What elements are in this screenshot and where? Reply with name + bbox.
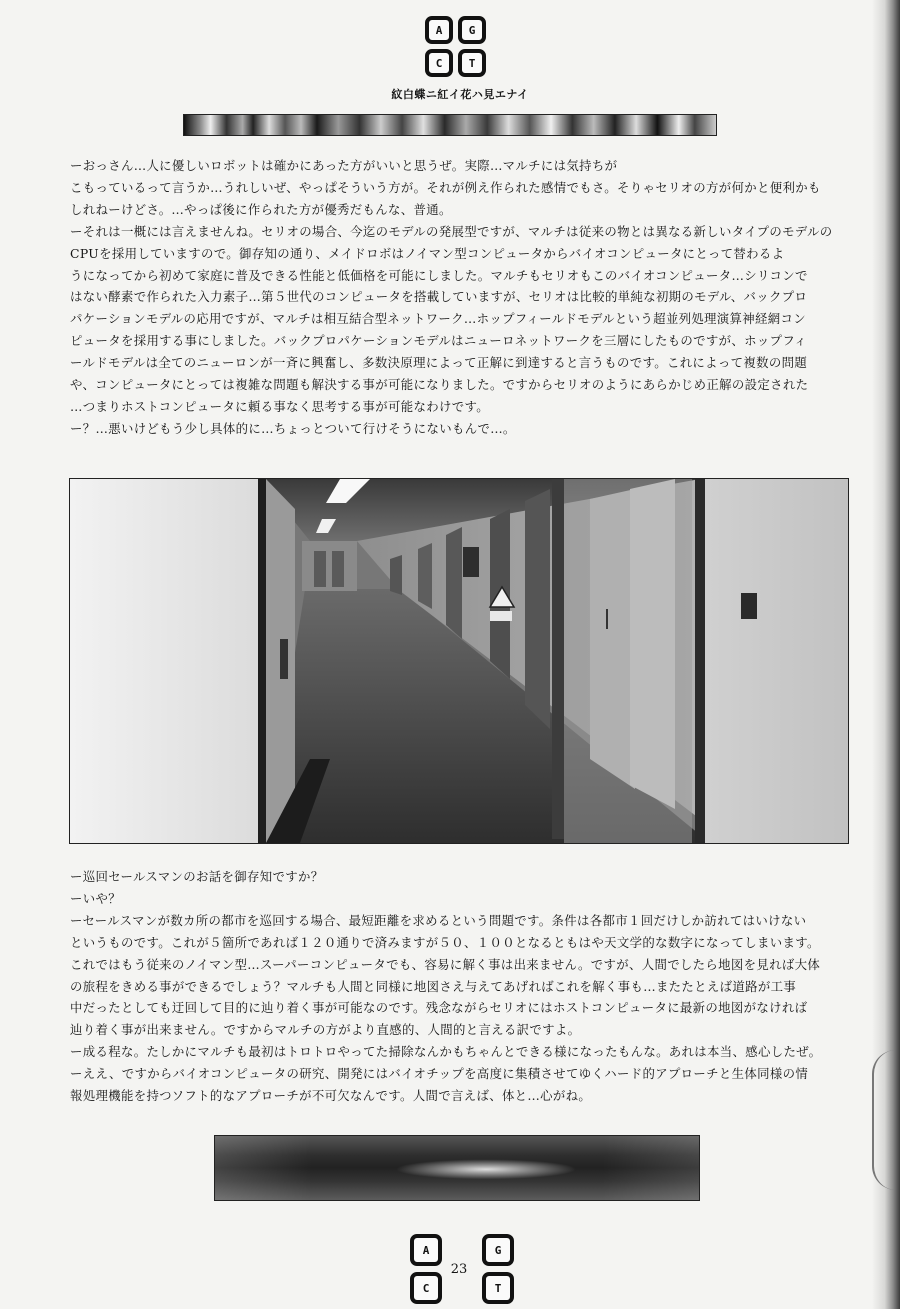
dialogue-line: ーいや？ [70, 890, 121, 906]
logo-tile-g: G [458, 16, 486, 44]
dialogue-line: しれねーけどさ。…やっぱ後に作られた方が優秀だもんな、普通。 [70, 201, 452, 217]
agct-logo-top [425, 16, 486, 77]
corridor-photo [69, 478, 849, 844]
dialogue-line: CPUを採用していますので。御存知の通り、メイドロボはノイマン型コンピュータからバイオコンピュータにとって替わるよ [70, 245, 785, 261]
dialogue-line: ー？…悪いけどもう少し具体的に…ちょっとついて行けそうにないもんで…。 [70, 420, 516, 436]
dialogue-line: パケーションモデルの応用ですが、マルチは相互結合型ネットワーク…ホップフィールドモデルという超並列処理演算神経網コン [70, 311, 806, 327]
dialogue-line: 中だったとしても迂回して目的に辿り着く事が可能なのです。残念ながらセリオにはホストコンピュータに最新の地図がなければ [70, 1000, 808, 1016]
dialogue-block-2 [70, 866, 860, 1107]
logo-tile-a: A [410, 1234, 442, 1266]
dialogue-line: はない酵素で作られた入力素子…第５世代のコンピュータを搭載していますが、セリオは比較的単純な初期のモデル、バックプロ [70, 289, 808, 305]
dialogue-line: ーそれは一概には言えませんね。セリオの場合、今迄のモデルの発展型ですが、マルチは従来の物とは異なる新しいタイプのモデルの [70, 223, 833, 239]
dialogue-line: や、コンピュータにとっては複雑な問題も解決する事が可能になりました。ですからセリオのようにあらかじめ正解の設定された [70, 377, 809, 393]
dialogue-line: の旅程をきめる事ができるでしょう？マルチも人間と同様に地図さえ与えてあげればこれを解く事も…またたとえば道路が工事 [70, 978, 797, 994]
dialogue-line: うになってから初めて家庭に普及できる性能と低価格を可能にしました。マルチもセリオもこのバイオコンピュータ…シリコンで [70, 267, 808, 283]
logo-tile-a: A [425, 16, 453, 44]
dialogue-line: というものです。これが５箇所であれば１２０通りで済みますが５０、１００となるともはや天文学的な数字になってしまいます。 [70, 934, 820, 950]
logo-tile-c: C [425, 49, 453, 77]
dialogue-line: ー成る程な。たしかにマルチも最初はトロトロやってた掃除なんかもちゃんとできる様になったもんな。あれは本当、感心したぜ。 [70, 1044, 822, 1060]
dialogue-line: ーおっさん…人に優しいロボットは確かにあった方がいいと思うぜ。実際…マルチには気持ちが [70, 158, 618, 173]
dialogue-line: …つまりホストコンピュータに頼る事なく思考する事が可能なわけです。 [70, 398, 489, 414]
dialogue-line: ールドモデルは全てのニューロンが一斉に興奮し、多数決原理によって正解に到達すると言うものです。これによって複数の問題 [70, 355, 808, 371]
decorative-banner-top [183, 114, 717, 136]
dialogue-line: ーええ、ですからバイオコンピュータの研究、開発にはバイオチップを高度に集積させてゆくハード的アプローチと生体同様の情 [70, 1066, 809, 1082]
dialogue-line: これではもう従来のノイマン型…スーパーコンピュータでも、容易に解く事は出来ません。ですが、人間でしたら地図を見れば大体 [70, 956, 821, 972]
page-binding-shadow [872, 0, 900, 1309]
dialogue-line: こもっているって言うか…うれしいぜ、やっぱそういう方が。それが例え作られた感情でもさ。そりゃセリオの方が何かと便利かも [70, 179, 821, 195]
logo-tile-t: T [482, 1272, 514, 1304]
dialogue-line: 辿り着く事が出来ません。ですからマルチの方がより直感的、人間的と言える訳ですよ。 [70, 1022, 581, 1038]
logo-tile-t: T [458, 49, 486, 77]
running-title: 紋白蝶ニ紅イ花ハ見エナイ [391, 88, 529, 101]
dialogue-line: 報処理機能を持つソフト的なアプローチが不可欠なんです。人間で言えば、体と…心がね。 [70, 1088, 592, 1104]
dialogue-line: ピュータを採用する事にしました。バックプロパケーションモデルはニューロネットワークを三層にしたものですが、ホップフィ [70, 333, 807, 349]
page-number: 23 [444, 1262, 474, 1277]
logo-tile-g: G [482, 1234, 514, 1266]
dialogue-line: ー巡回セールスマンのお話を御存知ですか？ [70, 869, 324, 884]
dialogue-block-1 [70, 155, 860, 440]
decorative-banner-bottom [214, 1135, 700, 1201]
dialogue-line: ーセールスマンが数カ所の都市を巡回する場合、最短距離を求めるという問題です。条件は各都市１回だけしか訪れてはいけない [70, 912, 807, 928]
logo-tile-c: C [410, 1272, 442, 1304]
